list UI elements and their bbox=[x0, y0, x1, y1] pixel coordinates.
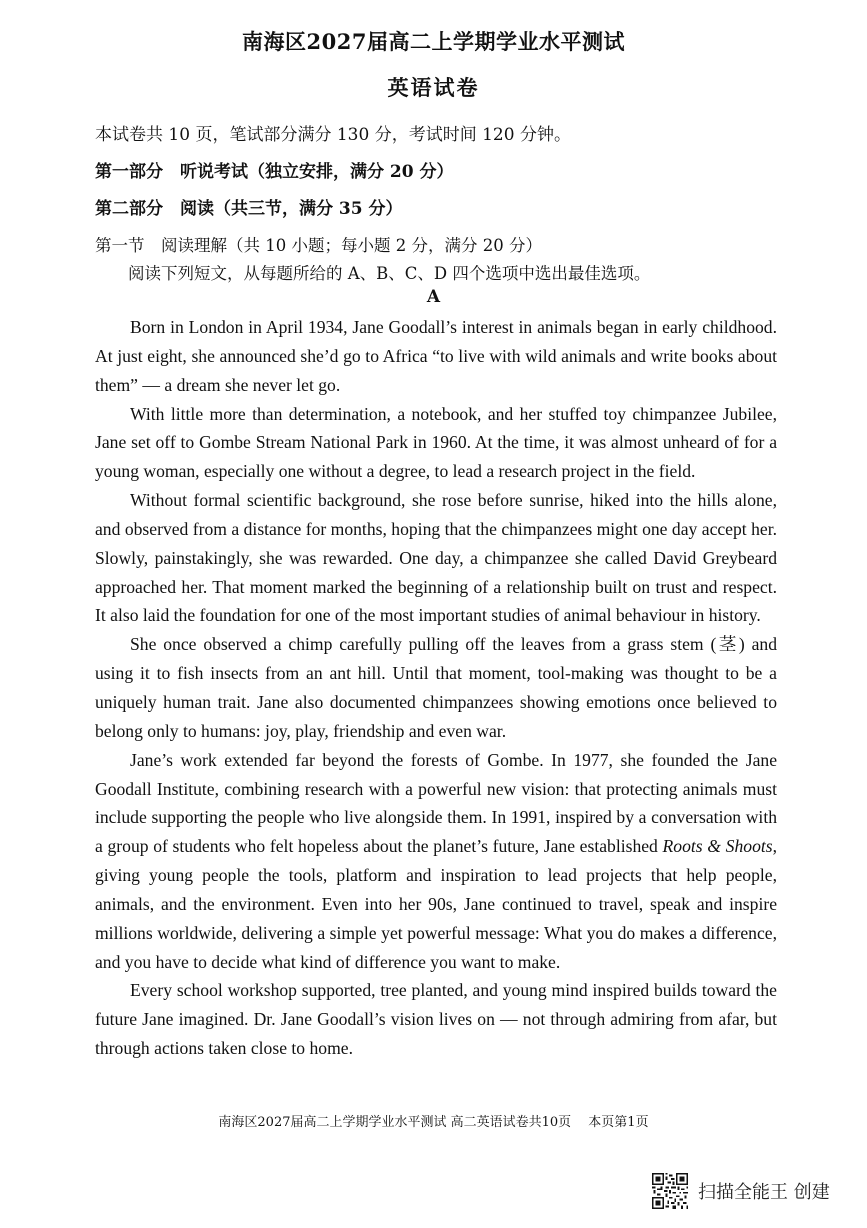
qr-code-icon bbox=[652, 1173, 688, 1209]
roots-and-shoots: Roots & Shoots bbox=[662, 836, 773, 857]
section-one-heading: 第一节 阅读理解（共 10 小题；每小题 2 分，满分 20 分） bbox=[95, 236, 542, 255]
paragraph-5 bbox=[95, 746, 777, 977]
paragraph-5-part-b: , giving young people the tools, platform and inspiration to lead projects that help people, animals, and the environment. Even into her 90s, Jane continued to travel, speak and inspire millions worldwide, delivering a simple yet powerful message: What you do makes a difference, and you have to decide what kind of difference you want to make. bbox=[95, 836, 778, 972]
scanner-watermark-text: 扫描全能王 创建 bbox=[698, 1182, 830, 1203]
exam-title: 南海区2027届高二上学期学业水平测试 bbox=[242, 29, 625, 54]
paragraph-2: With little more than determination, a notebook, and her stuffed toy chimpanzee Jubilee, Jane set off to Gombe Stream National Park in 1960. At the time, it was almost unheard of for a young woman, especially one without a degree, to lead a research project in the field. bbox=[95, 403, 777, 482]
reading-instruction: 阅读下列短文，从每题所给的 A、B、C、D 四个选项中选出最佳选项。 bbox=[128, 264, 651, 283]
paragraph-1: Born in London in April 1934, Jane Goodall’s interest in animals began in early childhood. At just eight, she announced she’d go to Africa “to live with wild animals and write books about them” — a dream she never let go. bbox=[95, 317, 777, 395]
paragraph-3: Without formal scientific background, she rose before sunrise, hiked into the hills alone, and observed from a distance for months, hoping that the chimpanzees might one day accept her. Slowly, painstakingly, she was rewarded. One day, a chimpanzee she called David Greybeard approached her. That moment marked the beginning of a relationship built on trust and respect. It also laid the foundation for one of the most important studies of animal behaviour in history. bbox=[95, 490, 777, 626]
exam-intro: 本试卷共 10 页，笔试部分满分 130 分，考试时间 120 分钟。 bbox=[95, 125, 571, 145]
paragraph-5-part-a: Jane’s work extended far beyond the forests of Gombe. In 1977, she founded the Jane Goodall Institute, combining research with a powerful new vision: that protecting animals must include supporting the people who live alongside them. In 1991, inspired by a conversation with a group of students who felt hopeless about the planet’s future, Jane established bbox=[95, 749, 777, 857]
page-footer: 南海区2027届高二上学期学业水平测试 高二英语试卷共10页 本页第1页 bbox=[218, 1115, 649, 1130]
scanner-watermark bbox=[652, 1172, 830, 1210]
passage-a bbox=[95, 313, 777, 1063]
part-one-heading: 第一部分 听说考试（独立安排，满分 20 分） bbox=[95, 162, 454, 182]
paragraph-4: She once observed a chimp carefully pulling off the leaves from a grass stem (茎) and using it to fish insects from an ant hill. Until that moment, tool-making was thought to be a uniquely human trait. Jane also documented chimpanzees showing emotions once believed to belong only to humans: joy, play, friendship and even war. bbox=[95, 634, 777, 741]
part-two-heading: 第二部分 阅读（共三节，满分 35 分） bbox=[95, 199, 403, 219]
exam-subtitle: 英语试卷 bbox=[387, 75, 480, 100]
passage-label: A bbox=[426, 287, 441, 307]
paragraph-6: Every school workshop supported, tree planted, and young mind inspired builds toward the future Jane imagined. Dr. Jane Goodall’s vision lives on — not through admiring from afar, but through actions taken close to home. bbox=[95, 980, 777, 1059]
